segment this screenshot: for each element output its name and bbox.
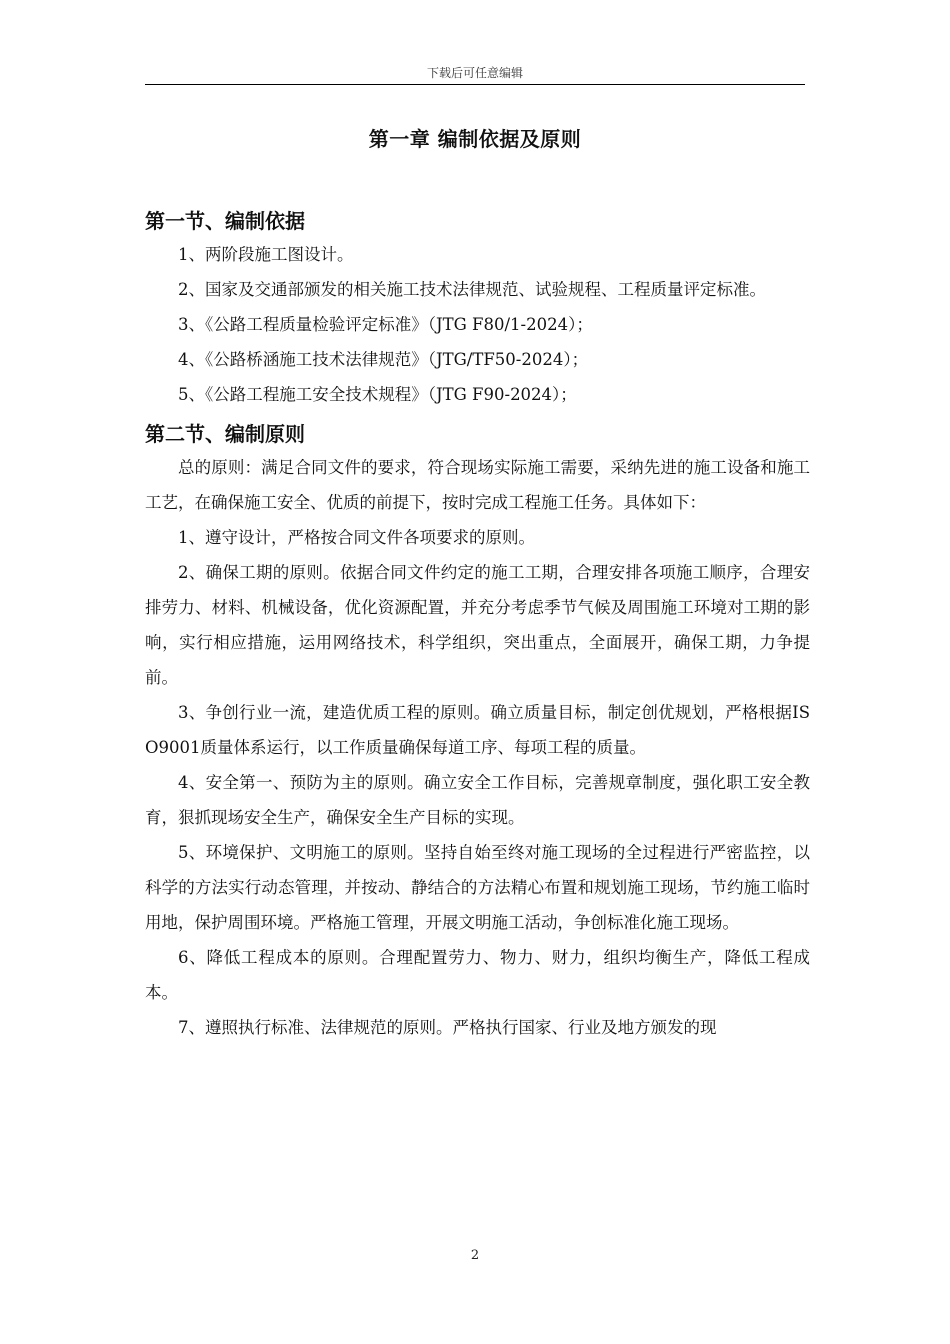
paragraph: 3、《公路工程质量检验评定标准》（JTG F80/1-2024）； [178, 315, 593, 334]
section-heading-basis: 第一节、编制依据 [145, 209, 305, 233]
paragraph: 5、环境保护、文明施工的原则。坚持自始至终对施工现场的全过程进行严密监控，以科学的方法实行动态管理，并按动、静结合的方法精心布置和规划施工现场，节约施工临时用地，保护周围环境。严格施工管理，开展文明施工活动，争创标准化施工现场。 [145, 843, 810, 932]
paragraph: 1、遵守设计，严格按合同文件各项要求的原则。 [178, 528, 535, 547]
header-divider [145, 84, 805, 85]
paragraph: 6、降低工程成本的原则。合理配置劳力、物力、财力，组织均衡生产，降低工程成本。 [145, 948, 810, 1002]
paragraph: 4、《公路桥涵施工技术法律规范》（JTG/TF50-2024）； [178, 350, 589, 369]
chapter-title: 第一章 编制依据及原则 [368, 127, 582, 151]
header-note: 下载后可任意编辑 [426, 66, 523, 80]
page-number: 2 [470, 1248, 480, 1263]
document-body [145, 205, 810, 1045]
paragraph: 4、安全第一、预防为主的原则。确立安全工作目标，完善规章制度，强化职工安全教育，狠抓现场安全生产，确保安全生产目标的实现。 [145, 773, 810, 827]
paragraph: 2、确保工期的原则。依据合同文件约定的施工工期，合理安排各项施工顺序，合理安排劳力、材料、机械设备，优化资源配置，并充分考虑季节气候及周围施工环境对工期的影响，实行相应措施，运用网络技术，科学组织，突出重点，全面展开，确保工期，力争提前。 [145, 563, 810, 687]
section-heading-principles: 第二节、编制原则 [145, 422, 305, 446]
paragraph: 5、《公路工程施工安全技术规程》（JTG F90-2024）； [178, 385, 577, 404]
paragraph: 7、遵照执行标准、法律规范的原则。严格执行国家、行业及地方颁发的现 [178, 1018, 717, 1037]
paragraph: 1、两阶段施工图设计。 [178, 245, 354, 264]
paragraph: 2、国家及交通部颁发的相关施工技术法律规范、试验规程、工程质量评定标准。 [178, 280, 766, 299]
paragraph: 总的原则：满足合同文件的要求，符合现场实际施工需要，采纳先进的施工设备和施工工艺，在确保施工安全、优质的前提下，按时完成工程施工任务。具体如下： [145, 458, 810, 512]
paragraph: 3、争创行业一流，建造优质工程的原则。确立质量目标，制定创优规划，严格根据ISO9001质量体系运行，以工作质量确保每道工序、每项工程的质量。 [145, 703, 810, 757]
